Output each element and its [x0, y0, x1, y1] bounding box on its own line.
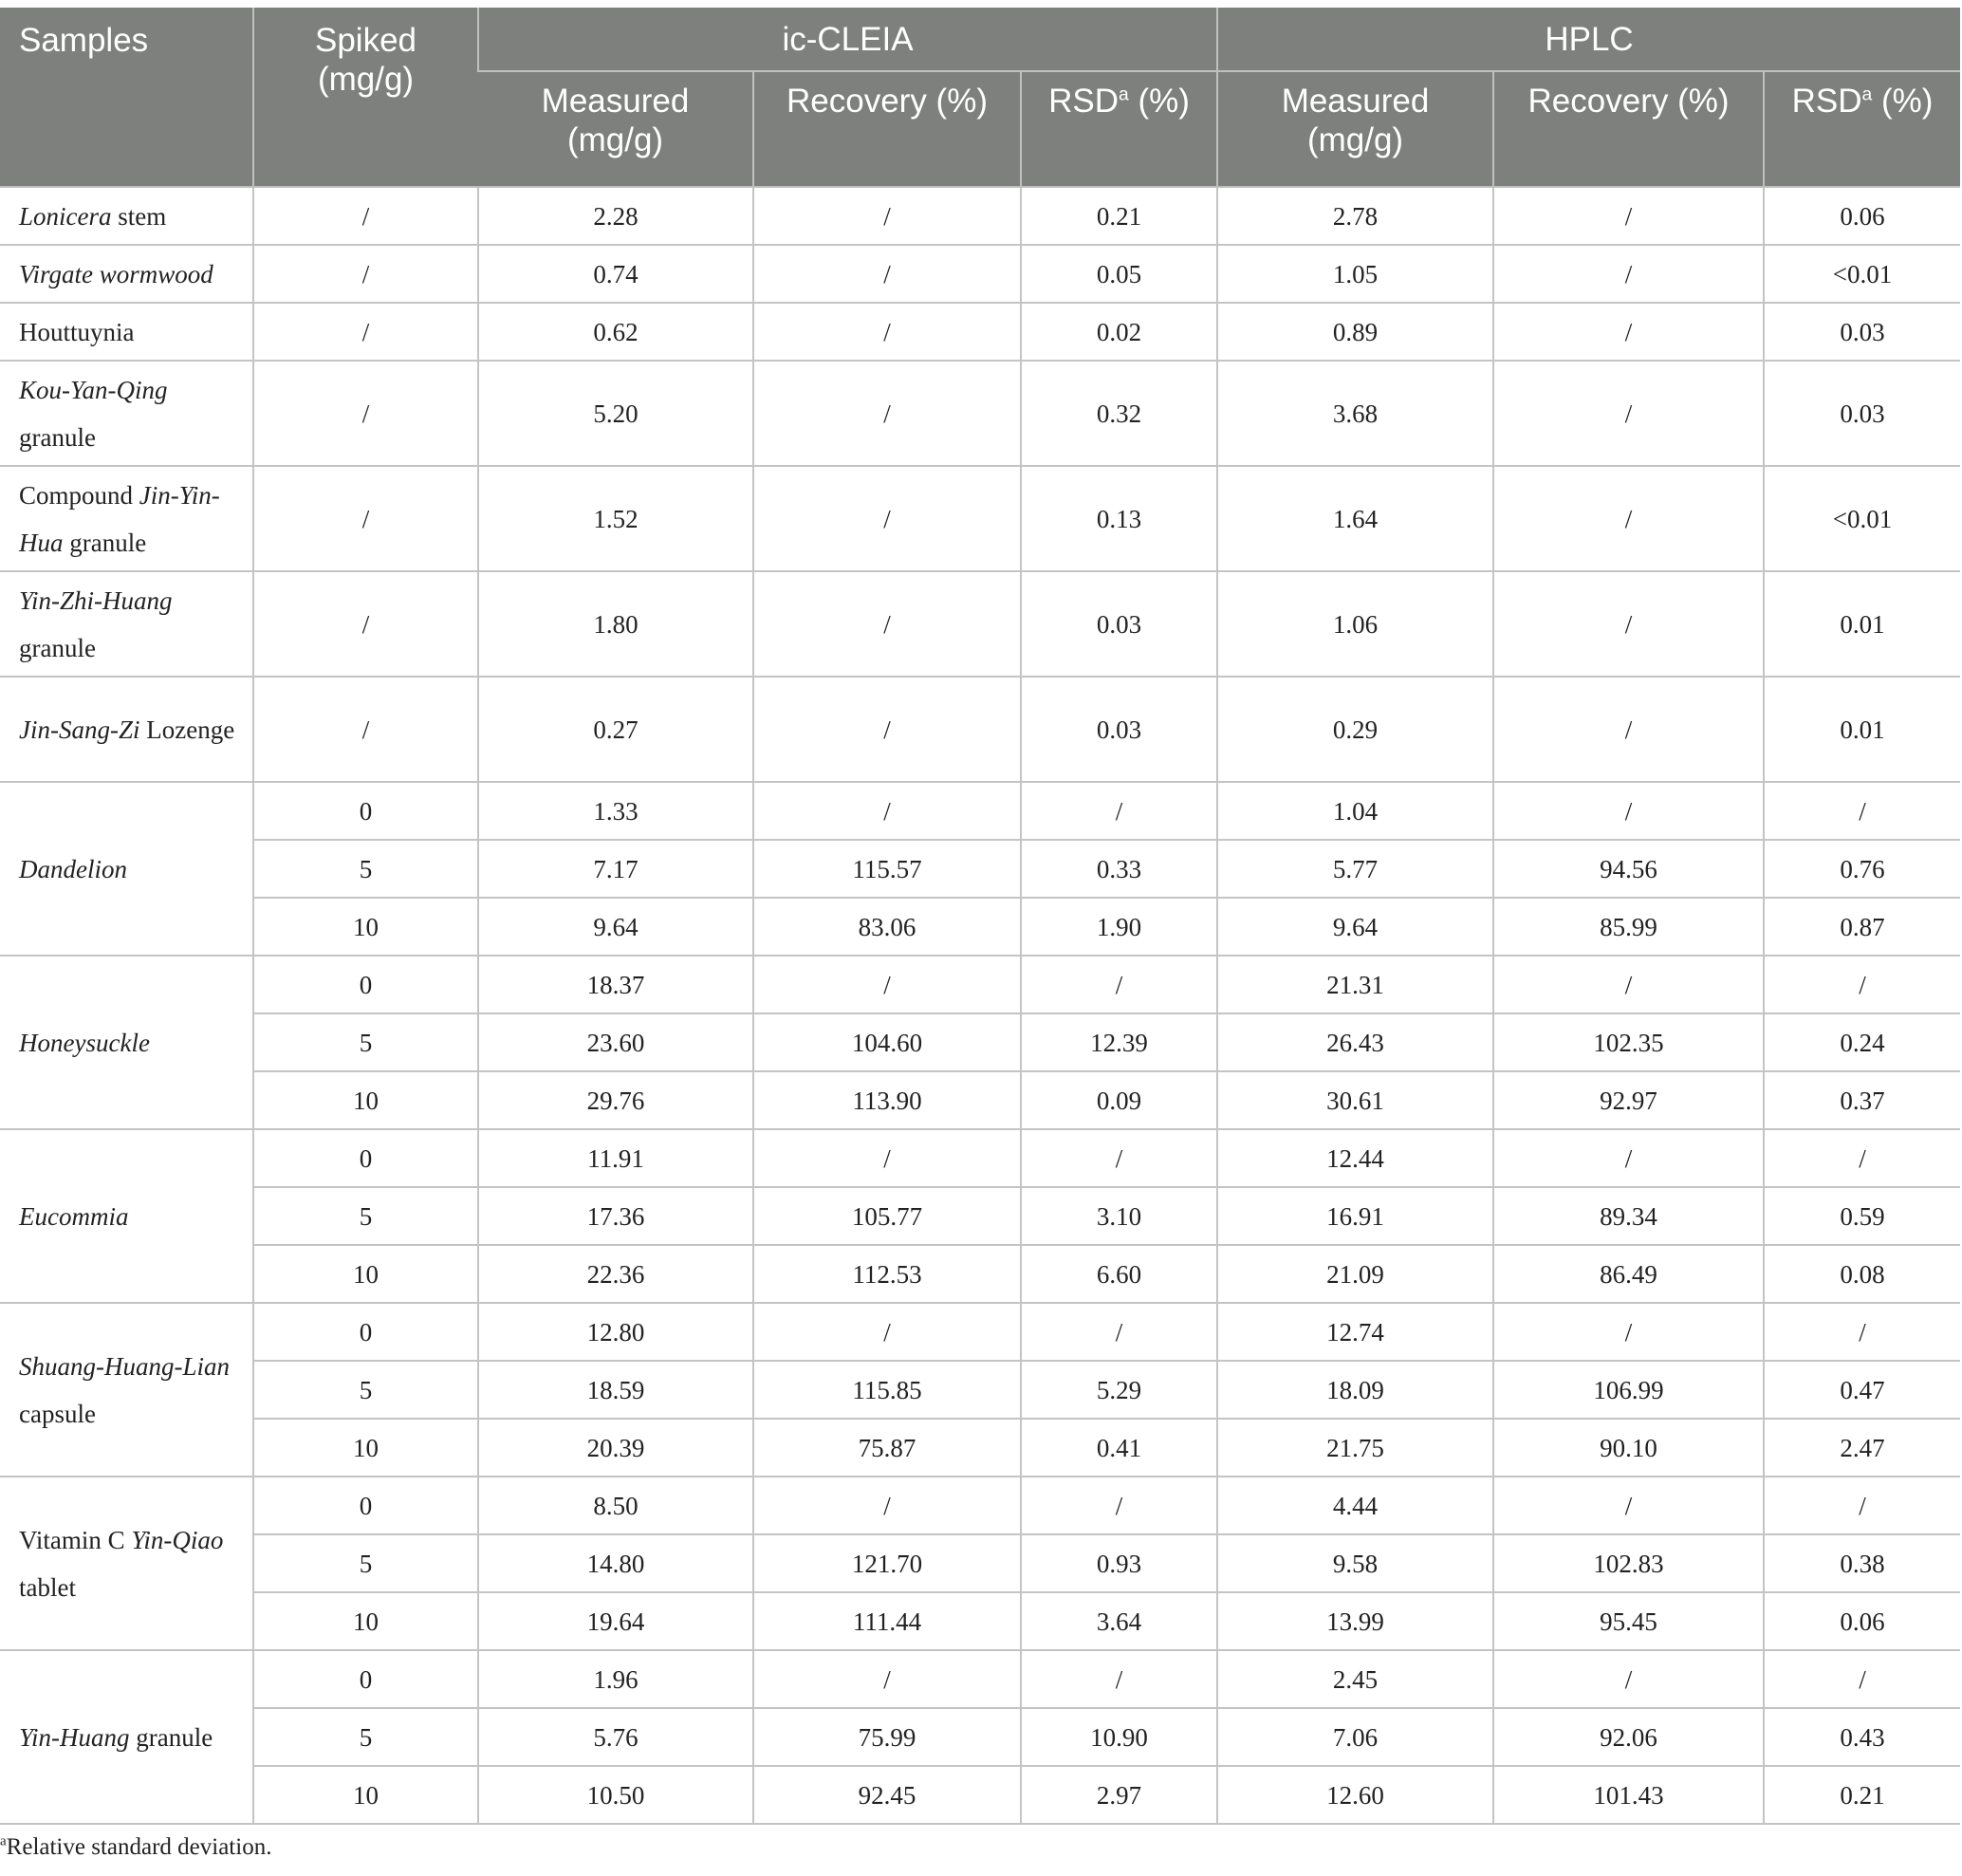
ic-recovery-cell: 104.60 [753, 1013, 1021, 1071]
ic-measured-cell: 5.76 [478, 1708, 753, 1766]
ic-measured-cell: 20.39 [478, 1419, 753, 1477]
ic-rsd-cell: 1.90 [1021, 898, 1217, 956]
sample-name-part: capsule [19, 1399, 96, 1428]
sample-name-cell [0, 303, 253, 361]
header-rsd-label: RSD [1791, 83, 1862, 120]
spiked-cell: / [253, 361, 478, 466]
ic-measured-cell: 1.80 [478, 571, 753, 677]
ic-rsd-cell: / [1021, 1650, 1217, 1708]
ic-recovery-cell: / [753, 677, 1021, 782]
table-row [0, 571, 1960, 677]
hplc-recovery-cell: / [1493, 782, 1764, 840]
hplc-measured-cell: 30.61 [1217, 1071, 1493, 1129]
sample-name-cell [0, 245, 253, 303]
spiked-cell: 0 [253, 1303, 478, 1361]
hplc-rsd-cell: 0.03 [1764, 303, 1960, 361]
ic-measured-cell: 17.36 [478, 1187, 753, 1245]
ic-rsd-cell: 12.39 [1021, 1013, 1217, 1071]
header-spiked-line2: (mg/g) [317, 61, 415, 98]
sample-name-cell [0, 1129, 253, 1303]
hplc-measured-cell: 26.43 [1217, 1013, 1493, 1071]
table-row [0, 782, 1960, 840]
table-row [0, 840, 1960, 898]
hplc-recovery-cell: 101.43 [1493, 1766, 1764, 1824]
spiked-cell: 5 [253, 1361, 478, 1419]
hplc-measured-cell: 2.45 [1217, 1650, 1493, 1708]
table-row [0, 1708, 1960, 1766]
hplc-recovery-cell: / [1493, 1650, 1764, 1708]
sample-name-part: Dandelion [19, 854, 127, 883]
ic-recovery-cell: / [753, 1650, 1021, 1708]
spiked-cell: 0 [253, 1477, 478, 1534]
hplc-recovery-cell: 85.99 [1493, 898, 1764, 956]
ic-rsd-cell: / [1021, 782, 1217, 840]
hplc-rsd-cell: 0.47 [1764, 1361, 1960, 1419]
hplc-rsd-cell: / [1764, 1129, 1960, 1187]
hplc-recovery-cell: 102.83 [1493, 1534, 1764, 1592]
ic-rsd-cell: 0.05 [1021, 245, 1217, 303]
hplc-measured-cell: 12.60 [1217, 1766, 1493, 1824]
spiked-cell: / [253, 303, 478, 361]
sample-name-part: Shuang-Huang-Lian [19, 1351, 230, 1381]
spiked-cell: 10 [253, 1071, 478, 1129]
ic-measured-cell: 18.37 [478, 956, 753, 1013]
ic-recovery-cell: 115.57 [753, 840, 1021, 898]
hplc-rsd-cell: 0.87 [1764, 898, 1960, 956]
sample-name-part: tablet [19, 1572, 76, 1602]
hplc-measured-cell: 1.05 [1217, 245, 1493, 303]
hplc-rsd-cell: 0.59 [1764, 1187, 1960, 1245]
hplc-rsd-cell: 0.43 [1764, 1708, 1960, 1766]
ic-rsd-cell: 0.03 [1021, 677, 1217, 782]
ic-recovery-cell: / [753, 1477, 1021, 1534]
hplc-recovery-cell: 94.56 [1493, 840, 1764, 898]
ic-recovery-cell: 75.99 [753, 1708, 1021, 1766]
hplc-rsd-cell: 2.47 [1764, 1419, 1960, 1477]
ic-rsd-cell: / [1021, 1477, 1217, 1534]
header-measured-line2: (mg/g) [1306, 121, 1404, 158]
hplc-rsd-cell: <0.01 [1764, 466, 1960, 571]
sample-name-cell [0, 571, 253, 677]
ic-measured-cell: 29.76 [478, 1071, 753, 1129]
spiked-cell: 5 [253, 840, 478, 898]
table-row [0, 1013, 1960, 1071]
sample-name-part: Vitamin C [19, 1525, 132, 1554]
ic-rsd-cell: 0.21 [1021, 187, 1217, 245]
sample-name-part: Honeysuckle [19, 1028, 150, 1057]
header-measured-line2: (mg/g) [566, 121, 664, 158]
hplc-recovery-cell: / [1493, 187, 1764, 245]
ic-measured-cell: 1.96 [478, 1650, 753, 1708]
hplc-rsd-cell: / [1764, 956, 1960, 1013]
table-row [0, 1303, 1960, 1361]
hplc-measured-cell: 3.68 [1217, 361, 1493, 466]
ic-recovery-cell: 111.44 [753, 1592, 1021, 1650]
sample-name-cell [0, 361, 253, 466]
ic-measured-cell: 9.64 [478, 898, 753, 956]
hplc-measured-cell: 0.29 [1217, 677, 1493, 782]
hplc-rsd-cell: <0.01 [1764, 245, 1960, 303]
hplc-measured-cell: 21.31 [1217, 956, 1493, 1013]
header-measured-line1: Measured [541, 83, 690, 120]
hplc-rsd-cell: 0.38 [1764, 1534, 1960, 1592]
sample-name-cell [0, 956, 253, 1129]
table-row [0, 1187, 1960, 1245]
hplc-recovery-cell: / [1493, 571, 1764, 677]
table-row [0, 1129, 1960, 1187]
ic-measured-cell: 12.80 [478, 1303, 753, 1361]
ic-rsd-cell: 3.10 [1021, 1187, 1217, 1245]
footnote-text: Relative standard deviation. [6, 1834, 272, 1860]
hplc-measured-cell: 12.44 [1217, 1129, 1493, 1187]
hplc-measured-cell: 1.06 [1217, 571, 1493, 677]
sample-name-part: Compound [19, 480, 139, 510]
ic-recovery-cell: 92.45 [753, 1766, 1021, 1824]
ic-recovery-cell: / [753, 303, 1021, 361]
hplc-recovery-cell: 86.49 [1493, 1245, 1764, 1303]
hplc-recovery-cell: / [1493, 303, 1764, 361]
spiked-cell: 5 [253, 1013, 478, 1071]
table-row [0, 361, 1960, 466]
ic-measured-cell: 2.28 [478, 187, 753, 245]
table-row [0, 1477, 1960, 1534]
ic-measured-cell: 19.64 [478, 1592, 753, 1650]
table-row [0, 898, 1960, 956]
ic-rsd-cell: 6.60 [1021, 1245, 1217, 1303]
ic-measured-cell: 18.59 [478, 1361, 753, 1419]
footnote-marker: a [0, 1833, 7, 1849]
spiked-cell: 0 [253, 1129, 478, 1187]
ic-recovery-cell: 113.90 [753, 1071, 1021, 1129]
table-row [0, 466, 1960, 571]
sample-name-part: Eucommia [19, 1201, 129, 1231]
hplc-recovery-cell: 95.45 [1493, 1592, 1764, 1650]
spiked-cell: 10 [253, 1419, 478, 1477]
ic-rsd-cell: 0.13 [1021, 466, 1217, 571]
hplc-recovery-cell: / [1493, 361, 1764, 466]
hplc-rsd-cell: / [1764, 1303, 1960, 1361]
header-rsd-sup: a [1119, 84, 1129, 105]
sample-name-cell [0, 1303, 253, 1477]
header-spiked-line1: Spiked [314, 22, 417, 59]
ic-rsd-cell: / [1021, 1129, 1217, 1187]
sample-name-part: Jin-Yin-Hua [19, 480, 220, 557]
hplc-recovery-cell: 92.06 [1493, 1708, 1764, 1766]
sample-name-part: stem [111, 201, 167, 231]
ic-recovery-cell: / [753, 956, 1021, 1013]
header-hplc-rsd [1764, 71, 1960, 187]
hplc-rsd-cell: 0.06 [1764, 187, 1960, 245]
spiked-cell: / [253, 245, 478, 303]
header-rsd-suffix: (%) [1872, 83, 1934, 120]
table-row [0, 303, 1960, 361]
table-row [0, 956, 1960, 1013]
hplc-recovery-cell: / [1493, 466, 1764, 571]
hplc-measured-cell: 1.64 [1217, 466, 1493, 571]
table-row [0, 1534, 1960, 1592]
hplc-rsd-cell: 0.01 [1764, 571, 1960, 677]
ic-measured-cell: 14.80 [478, 1534, 753, 1592]
ic-recovery-cell: 105.77 [753, 1187, 1021, 1245]
sample-name-part: Yin-Huang [19, 1722, 130, 1752]
hplc-recovery-cell: 92.97 [1493, 1071, 1764, 1129]
header-ic-recovery: Recovery (%) [753, 71, 1021, 187]
hplc-measured-cell: 9.58 [1217, 1534, 1493, 1592]
spiked-cell: 10 [253, 1766, 478, 1824]
results-table [0, 8, 1960, 1825]
hplc-rsd-cell: 0.37 [1764, 1071, 1960, 1129]
ic-measured-cell: 0.62 [478, 303, 753, 361]
sample-name-part: Yin-Zhi-Huang [19, 585, 173, 615]
hplc-rsd-cell: / [1764, 1477, 1960, 1534]
hplc-rsd-cell: 0.24 [1764, 1013, 1960, 1071]
ic-recovery-cell: 83.06 [753, 898, 1021, 956]
ic-measured-cell: 0.27 [478, 677, 753, 782]
sample-name-part: Lozenge [139, 715, 235, 744]
sample-name-cell [0, 187, 253, 245]
ic-rsd-cell: / [1021, 1303, 1217, 1361]
spiked-cell: / [253, 571, 478, 677]
header-group-ic-cleia: ic-CLEIA [478, 8, 1217, 71]
hplc-measured-cell: 9.64 [1217, 898, 1493, 956]
hplc-measured-cell: 21.75 [1217, 1419, 1493, 1477]
ic-recovery-cell: / [753, 571, 1021, 677]
ic-recovery-cell: / [753, 361, 1021, 466]
ic-measured-cell: 1.52 [478, 466, 753, 571]
ic-recovery-cell: 75.87 [753, 1419, 1021, 1477]
hplc-rsd-cell: / [1764, 1650, 1960, 1708]
ic-measured-cell: 7.17 [478, 840, 753, 898]
ic-measured-cell: 11.91 [478, 1129, 753, 1187]
ic-recovery-cell: / [753, 187, 1021, 245]
ic-rsd-cell: 0.32 [1021, 361, 1217, 466]
hplc-recovery-cell: / [1493, 677, 1764, 782]
table-row [0, 1071, 1960, 1129]
sample-name-part: granule [63, 528, 147, 557]
table-row [0, 245, 1960, 303]
ic-rsd-cell: 10.90 [1021, 1708, 1217, 1766]
hplc-measured-cell: 7.06 [1217, 1708, 1493, 1766]
ic-measured-cell: 22.36 [478, 1245, 753, 1303]
ic-rsd-cell: 5.29 [1021, 1361, 1217, 1419]
hplc-rsd-cell: / [1764, 782, 1960, 840]
hplc-recovery-cell: / [1493, 956, 1764, 1013]
spiked-cell: 5 [253, 1534, 478, 1592]
ic-rsd-cell: 0.41 [1021, 1419, 1217, 1477]
ic-recovery-cell: / [753, 1129, 1021, 1187]
hplc-measured-cell: 4.44 [1217, 1477, 1493, 1534]
spiked-cell: 10 [253, 1592, 478, 1650]
ic-recovery-cell: / [753, 245, 1021, 303]
hplc-measured-cell: 1.04 [1217, 782, 1493, 840]
ic-measured-cell: 1.33 [478, 782, 753, 840]
header-hplc-recovery: Recovery (%) [1493, 71, 1764, 187]
ic-recovery-cell: 112.53 [753, 1245, 1021, 1303]
header-spiked [253, 8, 478, 187]
sample-name-cell [0, 466, 253, 571]
ic-recovery-cell: / [753, 466, 1021, 571]
hplc-rsd-cell: 0.06 [1764, 1592, 1960, 1650]
ic-recovery-cell: / [753, 1303, 1021, 1361]
header-ic-rsd [1021, 71, 1217, 187]
ic-rsd-cell: 0.02 [1021, 303, 1217, 361]
hplc-rsd-cell: 0.01 [1764, 677, 1960, 782]
header-rsd-sup: a [1861, 84, 1873, 105]
ic-measured-cell: 0.74 [478, 245, 753, 303]
table-header [0, 8, 1960, 187]
spiked-cell: 0 [253, 782, 478, 840]
hplc-measured-cell: 0.89 [1217, 303, 1493, 361]
sample-name-part: Houttuynia [19, 317, 135, 346]
ic-rsd-cell: 3.64 [1021, 1592, 1217, 1650]
hplc-measured-cell: 16.91 [1217, 1187, 1493, 1245]
ic-measured-cell: 10.50 [478, 1766, 753, 1824]
hplc-measured-cell: 13.99 [1217, 1592, 1493, 1650]
hplc-rsd-cell: 0.03 [1764, 361, 1960, 466]
hplc-measured-cell: 2.78 [1217, 187, 1493, 245]
hplc-rsd-cell: 0.08 [1764, 1245, 1960, 1303]
sample-name-cell [0, 1477, 253, 1650]
ic-measured-cell: 8.50 [478, 1477, 753, 1534]
header-rsd-label: RSD [1048, 83, 1120, 120]
spiked-cell: 5 [253, 1187, 478, 1245]
table-row [0, 1419, 1960, 1477]
sample-name-part: Lonicera [19, 201, 112, 231]
header-rsd-suffix: (%) [1128, 83, 1190, 120]
hplc-measured-cell: 21.09 [1217, 1245, 1493, 1303]
ic-measured-cell: 23.60 [478, 1013, 753, 1071]
hplc-recovery-cell: / [1493, 1303, 1764, 1361]
sample-name-part: Kou-Yan-Qing [19, 375, 168, 404]
header-ic-measured [478, 71, 753, 187]
table-row [0, 1766, 1960, 1824]
spiked-cell: 5 [253, 1708, 478, 1766]
footnote [0, 1834, 271, 1861]
ic-recovery-cell: 121.70 [753, 1534, 1021, 1592]
hplc-recovery-cell: / [1493, 1477, 1764, 1534]
hplc-rsd-cell: 0.21 [1764, 1766, 1960, 1824]
spiked-cell: 10 [253, 1245, 478, 1303]
header-samples: Samples [0, 8, 253, 187]
hplc-recovery-cell: / [1493, 1129, 1764, 1187]
hplc-recovery-cell: 102.35 [1493, 1013, 1764, 1071]
ic-recovery-cell: 115.85 [753, 1361, 1021, 1419]
ic-rsd-cell: 2.97 [1021, 1766, 1217, 1824]
table-row [0, 187, 1960, 245]
sample-name-part: granule [19, 422, 96, 452]
sample-name-part: Yin-Qiao [131, 1525, 224, 1554]
sample-name-part: Jin-Sang-Zi [19, 715, 140, 744]
ic-rsd-cell: 0.03 [1021, 571, 1217, 677]
ic-rsd-cell: 0.09 [1021, 1071, 1217, 1129]
header-group-hplc: HPLC [1217, 8, 1960, 71]
table-row [0, 1592, 1960, 1650]
hplc-measured-cell: 12.74 [1217, 1303, 1493, 1361]
spiked-cell: 0 [253, 1650, 478, 1708]
sample-name-cell [0, 1650, 253, 1824]
ic-rsd-cell: / [1021, 956, 1217, 1013]
ic-measured-cell: 5.20 [478, 361, 753, 466]
sample-name-part: granule [129, 1722, 213, 1752]
table-row [0, 1245, 1960, 1303]
table-row [0, 677, 1960, 782]
ic-rsd-cell: 0.93 [1021, 1534, 1217, 1592]
header-hplc-measured [1217, 71, 1493, 187]
spiked-cell: / [253, 677, 478, 782]
spiked-cell: 10 [253, 898, 478, 956]
hplc-rsd-cell: 0.76 [1764, 840, 1960, 898]
sample-name-cell [0, 677, 253, 782]
hplc-recovery-cell: 89.34 [1493, 1187, 1764, 1245]
hplc-measured-cell: 18.09 [1217, 1361, 1493, 1419]
ic-rsd-cell: 0.33 [1021, 840, 1217, 898]
spiked-cell: / [253, 466, 478, 571]
table-row [0, 1650, 1960, 1708]
spiked-cell: / [253, 187, 478, 245]
table-row [0, 1361, 1960, 1419]
sample-name-part: Virgate wormwood [19, 259, 213, 288]
hplc-recovery-cell: / [1493, 245, 1764, 303]
hplc-recovery-cell: 90.10 [1493, 1419, 1764, 1477]
sample-name-part: granule [19, 633, 96, 662]
header-measured-line1: Measured [1281, 83, 1430, 120]
table-body [0, 187, 1960, 1824]
hplc-recovery-cell: 106.99 [1493, 1361, 1764, 1419]
spiked-cell: 0 [253, 956, 478, 1013]
sample-name-cell [0, 782, 253, 956]
hplc-measured-cell: 5.77 [1217, 840, 1493, 898]
ic-recovery-cell: / [753, 782, 1021, 840]
